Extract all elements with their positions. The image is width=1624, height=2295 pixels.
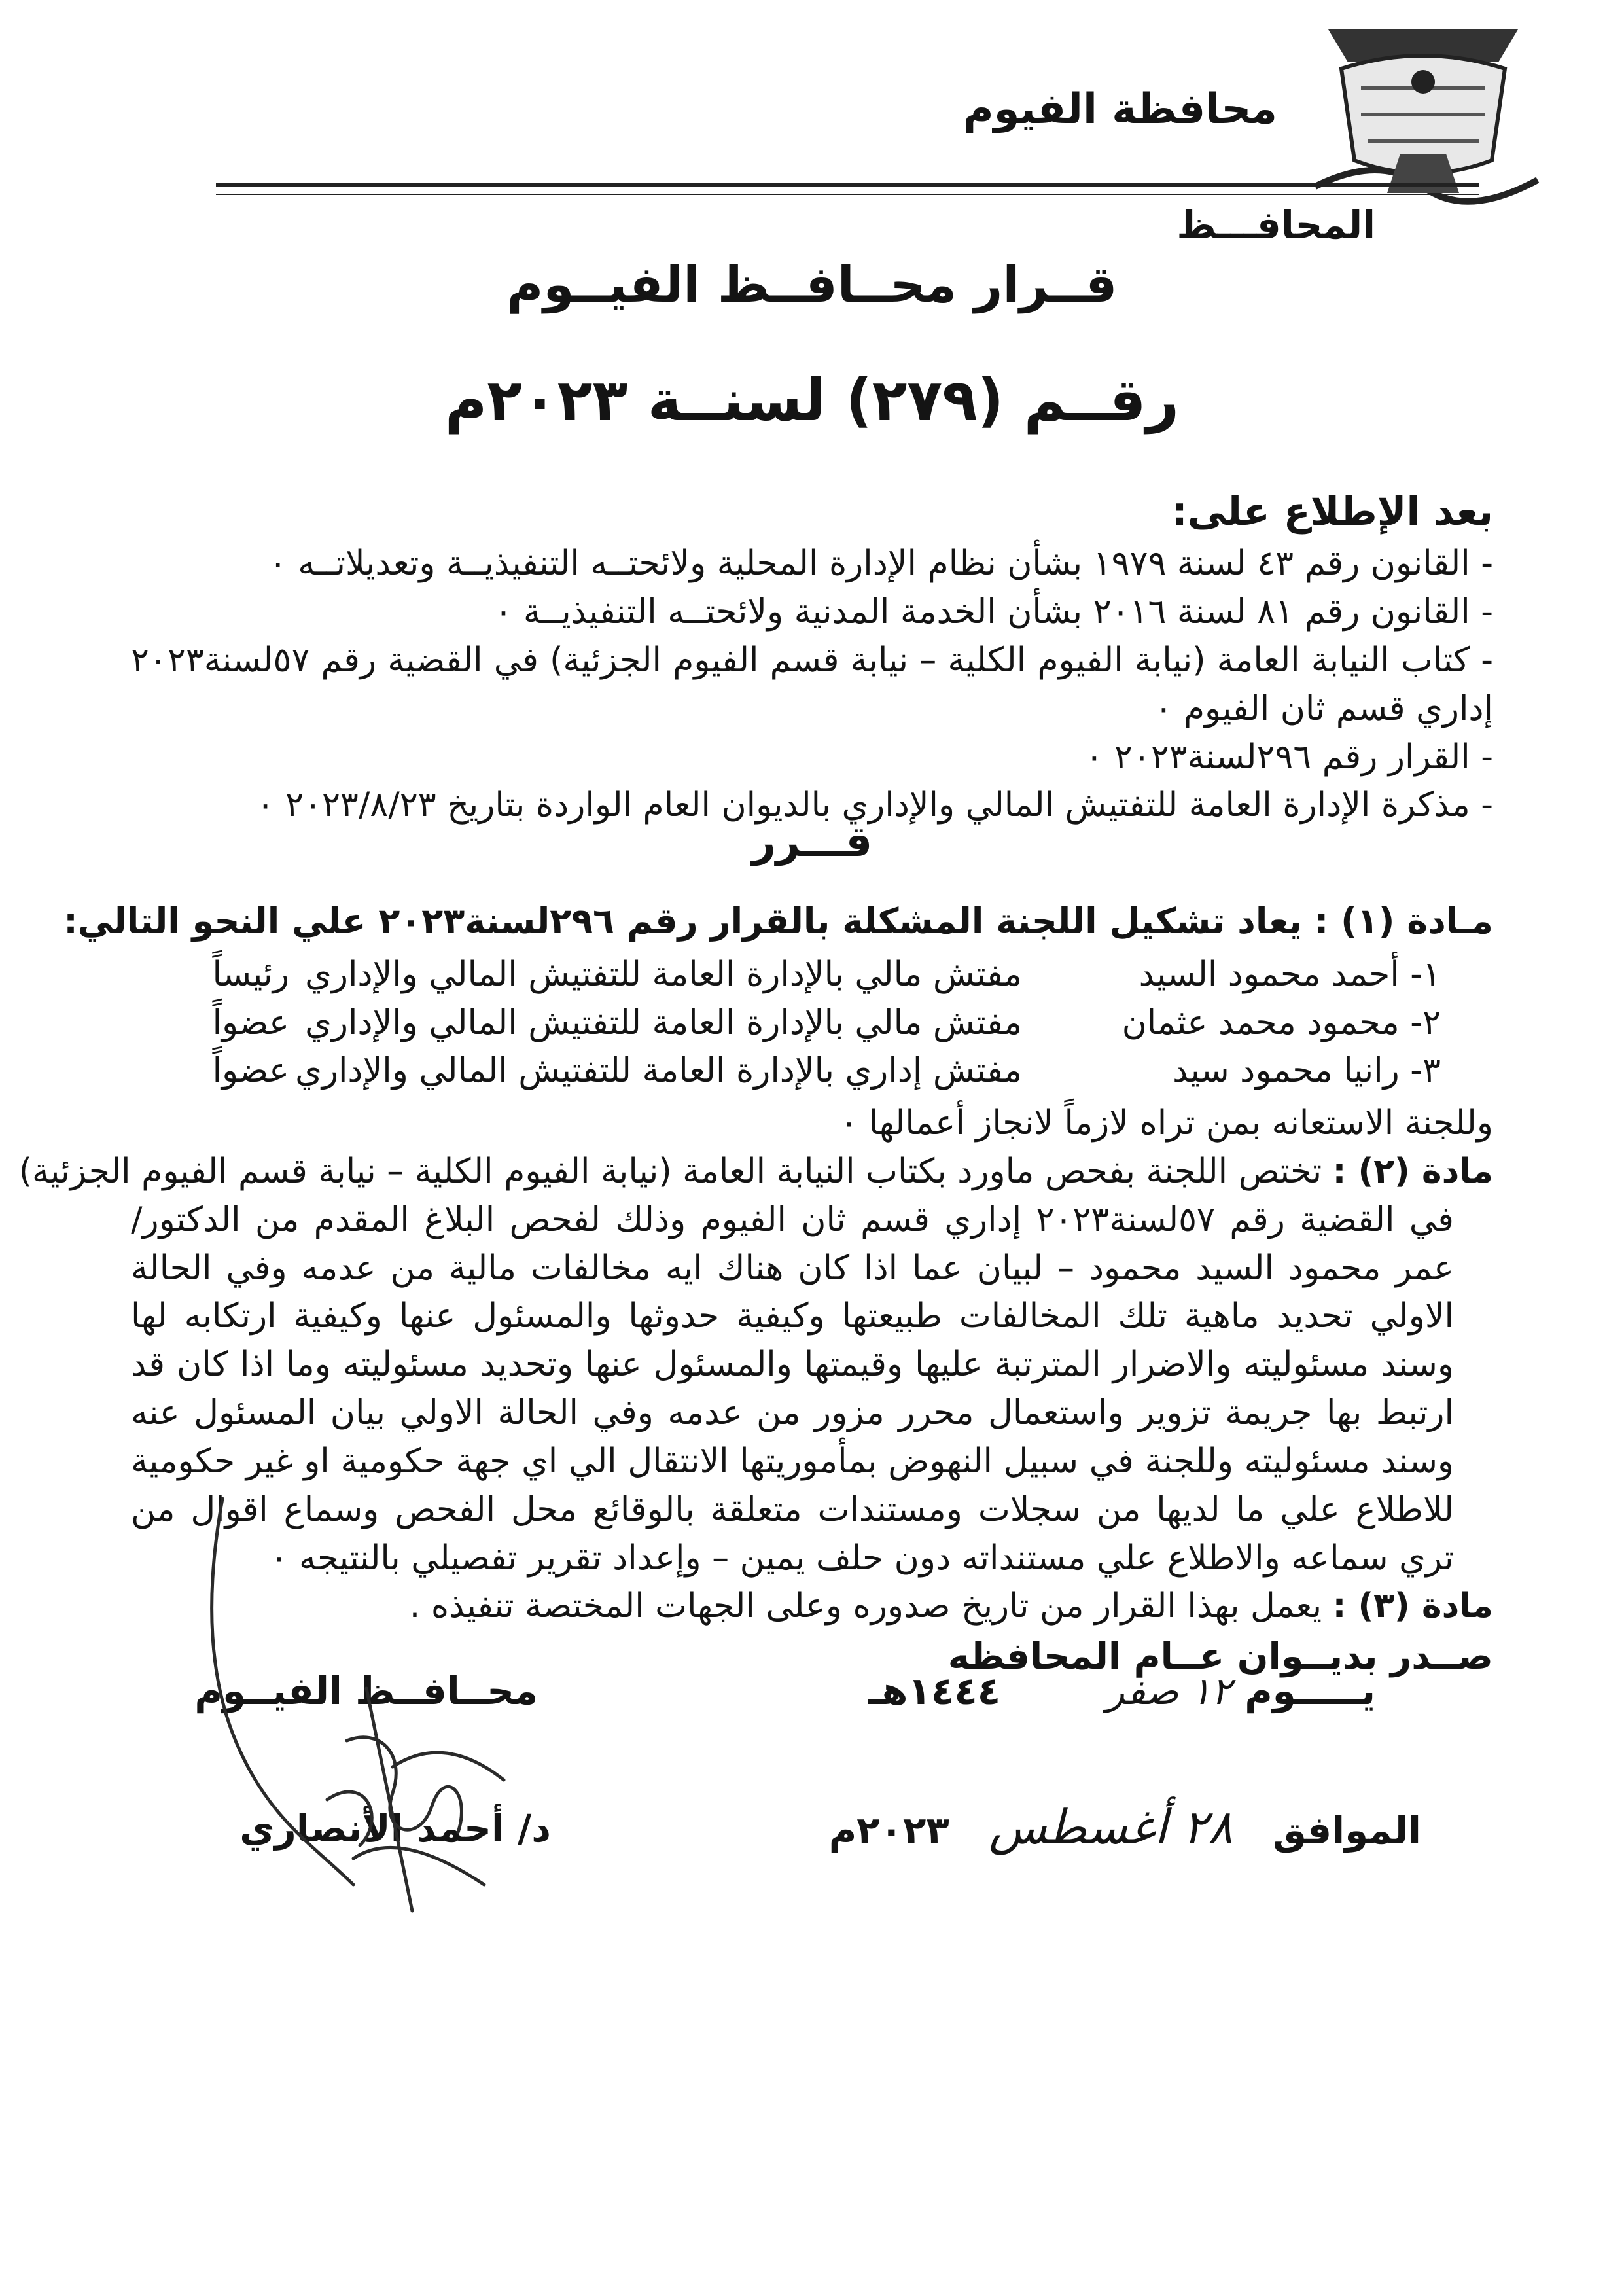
- hijri-year: ١٤٤٤هـ: [868, 1669, 1001, 1713]
- preamble-item: - كتاب النيابة العامة (نيابة الفيوم الكلية – نيابة قسم الفيوم الجزئية) في القضية رقم ٥٧لسنة٢٠٢٣ إداري قسم ثان الفيوم ٠: [131, 640, 1493, 728]
- office-label: المحافـــظ: [1176, 203, 1375, 247]
- article-2-body: في القضية رقم ٥٧لسنة٢٠٢٣ إداري قسم ثان الفيوم وذلك لفحص البلاغ المقدم من الدكتور/ عمر محمود السيد محمود – لبيان عما اذا كان هناك ايه مخالفات مالية من عدمه وفي الحالة الاولي تحديد ماهية تلك المخالفات طبيعتها وكيفية حدوثها والمسئول عنها وكيفية ارتكابه لها وسند مسئوليته والاضرار المترتبة عليها وقيمتها والمسئول عنها وتحديد مسئوليته وما اذا كان قد ارتبط بها جريمة تزوير واستعمال محرر مزور من عدمه وفي الحالة الاولي بيان المسئول عنه وسند مسئوليته وللجنة في سبيل النهوض بمأموريتها الانتقال الي اي جهة حكومية او غير حكومية للاطلاع علي ما لديها من سجلات ومستندات متعلقة بالوقائع محل الفحص وسماع اقوال من تري سماعه والاطلاع علي مستنداته دون حلف يمين – وإعداد تقرير تفصيلي بالنتيجه ٠: [131, 1200, 1454, 1578]
- hijri-date: [868, 1669, 1375, 1713]
- preamble-heading: بعد الإطلاع على:: [1171, 489, 1493, 535]
- preamble-item: - القانون رقم ٨١ لسنة ٢٠١٦ بشأن الخدمة المدنية ولائحتــه التنفيذيــة ٠: [494, 592, 1493, 632]
- member-role: عضواً: [212, 1003, 289, 1042]
- article-3-label: مادة (٣) :: [1332, 1586, 1493, 1626]
- member-title: مفتش مالي بالإدارة العامة للتفتيش المالي والإداري: [305, 1003, 1022, 1042]
- handwritten-signature-icon: [196, 1492, 563, 1950]
- hijri-day-handwritten: ١٢ صفر: [1106, 1669, 1232, 1713]
- preamble-item: - القرار رقم ٢٩٦لسنة٢٠٢٣ ٠: [1085, 737, 1493, 777]
- article-1-text: مـادة (١) : يعاد تشكيل اللجنة المشكلة بالقرار رقم ٢٩٦لسنة٢٠٢٣ علي النحو التالي:: [63, 900, 1493, 942]
- gregorian-date: [829, 1800, 1421, 1855]
- article-2-lead: تختص اللجنة بفحص ماورد بكتاب النيابة العامة (نيابة الفيوم الكلية – نيابة قسم الفيوم الجزئية): [18, 1151, 1322, 1191]
- member-name: ٢- محمود محمد عثمان: [1121, 1003, 1441, 1042]
- decision-heading: قـــرر: [751, 818, 873, 866]
- header-rule-thin: [216, 194, 1479, 195]
- preamble-item: - مذكرة الإدارة العامة للتفتيش المالي والإداري بالديوان العام الواردة بتاريخ ٢٠٢٣/٨/٢٣ ٠: [256, 785, 1493, 825]
- member-title: مفتش مالي بالإدارة العامة للتفتيش المالي والإداري: [305, 954, 1022, 994]
- issued-statement: صــدر بديــوان عــام المحافظه: [947, 1635, 1493, 1679]
- gregorian-year: ٢٠٢٣م: [828, 1808, 949, 1853]
- signatory-name: د/ أحمد الأنصاري: [239, 1806, 551, 1851]
- header-rule: [216, 183, 1479, 187]
- member-name: ١- أحمد محمود السيد: [1139, 954, 1441, 994]
- gregorian-prefix: الموافق: [1272, 1808, 1421, 1853]
- decree-number: رقــم (٢٧٩) لسنــة ٢٠٢٣م: [444, 366, 1180, 434]
- decree-title: قــرار محــافــظ الفيــوم: [506, 255, 1118, 313]
- preamble-section: [131, 484, 1493, 830]
- article-2-label: مادة (٢) :: [1332, 1151, 1493, 1191]
- member-role: عضواً: [212, 1051, 289, 1091]
- governorate-name: محافظة الفيوم: [962, 85, 1277, 133]
- governorate-emblem-icon: [1302, 23, 1544, 219]
- member-role: رئيساً: [212, 954, 289, 994]
- article-2-first-line: [18, 1148, 1493, 1196]
- committee-member-row: [131, 1047, 1493, 1095]
- committee-member-row: [131, 999, 1493, 1048]
- committee-members: [131, 951, 1493, 1095]
- preamble-item: - القانون رقم ٤٣ لسنة ١٩٧٩ بشأن نظام الإدارة المحلية ولائحتــه التنفيذيــة وتعديلاتــه ٠: [268, 544, 1493, 584]
- article-1-note: وللجنة الاستعانه بمن تراه لازماً لانجاز أعمالها ٠: [839, 1103, 1493, 1143]
- article-3-text: يعمل بهذا القرار من تاريخ صدوره وعلى الجهات المختصة تنفيذه .: [409, 1586, 1322, 1626]
- signatory-title: محــافــظ الفيــوم: [194, 1669, 538, 1713]
- gregorian-day-handwritten: ٢٨ أغسطس: [989, 1800, 1233, 1855]
- member-title: مفتش إداري بالإدارة العامة للتفتيش المالي والإداري: [295, 1051, 1022, 1091]
- hijri-prefix: يـــــوم: [1244, 1669, 1375, 1713]
- committee-member-row: [131, 951, 1493, 999]
- member-name: ٣- رانيا محمود سيد: [1173, 1051, 1441, 1091]
